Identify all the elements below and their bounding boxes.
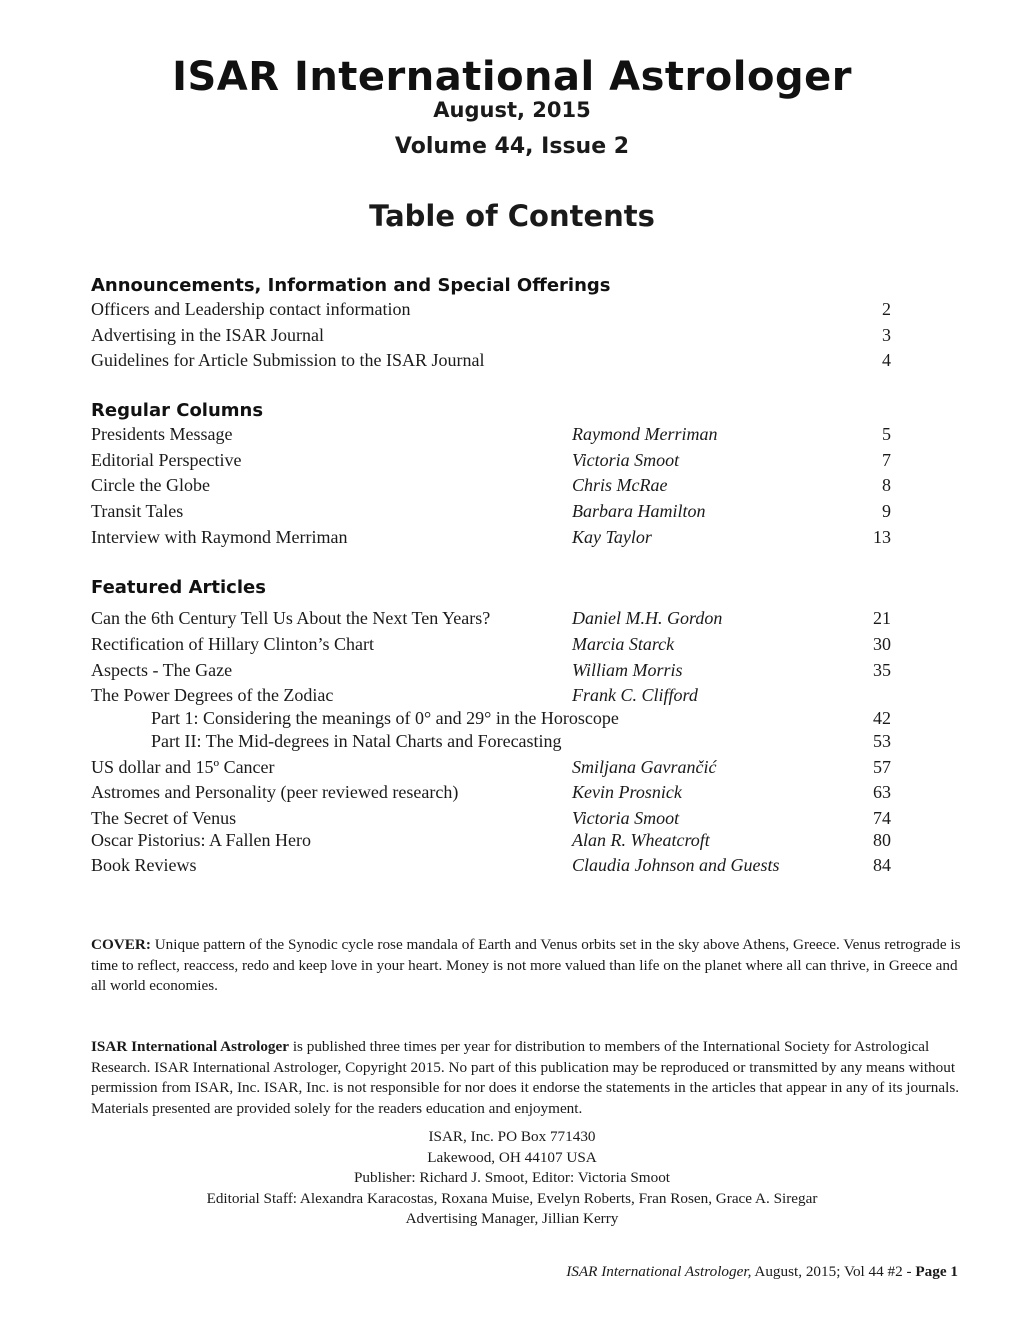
entry-title: Interview with Raymond Merriman [91, 527, 348, 547]
toc-entry [0, 631, 1024, 657]
toc-subentry [0, 728, 1024, 754]
cover-label: COVER: [91, 936, 151, 953]
volume-issue: Volume 44, Issue 2 [394, 134, 630, 159]
entry-title: Can the 6th Century Tell Us About the Next Ten Years? [91, 608, 491, 628]
section-heading-featured-articles: Featured Articles [91, 577, 266, 598]
entry-author: Victoria Smoot [572, 808, 680, 828]
toc-entry [0, 754, 1024, 780]
entry-author: Marcia Starck [572, 634, 675, 654]
entry-author: Claudia Johnson and Guests [572, 855, 780, 875]
entry-title: Guidelines for Article Submission to the ISAR Journal [91, 350, 485, 370]
footer-details: August, 2015; Vol 44 #2 - [751, 1263, 916, 1280]
toc-entry [0, 827, 1024, 853]
entry-author: Barbara Hamilton [572, 501, 706, 521]
address-line: Publisher: Richard J. Smoot, Editor: Victoria Smoot [353, 1169, 671, 1186]
entry-author: William Morris [572, 660, 683, 680]
issue-date: August, 2015 [433, 98, 591, 122]
entry-page: 2 [882, 299, 891, 319]
journal-title: ISAR International Astrologer [172, 54, 852, 100]
entry-author: Chris McRae [572, 475, 668, 495]
entry-page: 42 [873, 708, 891, 728]
entry-title: Rectification of Hillary Clinton’s Chart [91, 634, 374, 654]
publisher-note [91, 1037, 963, 1119]
entry-title: Circle the Globe [91, 475, 210, 495]
entry-page: 63 [873, 782, 891, 802]
address-line: ISAR, Inc. PO Box 771430 [428, 1128, 596, 1145]
entry-page: 30 [873, 634, 891, 654]
entry-page: 7 [882, 450, 891, 470]
entry-author: Alan R. Wheatcroft [572, 830, 710, 850]
toc-title: Table of Contents [369, 199, 655, 233]
address-line: Lakewood, OH 44107 USA [427, 1148, 597, 1166]
cover-text: Unique pattern of the Synodic cycle rose mandala of Earth and Venus orbits set in the sky above Athens, Greece. Venus retrograde is time to reflect, reaccess, redo and keep love in your heart. Money is not more valued than life on the planet where all can thrive, in Greece and all world economies. [91, 936, 961, 994]
section-heading-announcements: Announcements, Information and Special Offerings [91, 275, 611, 296]
entry-page: 74 [873, 808, 891, 828]
entry-author: Kevin Prosnick [572, 782, 682, 802]
entry-author: Daniel M.H. Gordon [572, 608, 723, 628]
entry-title: Advertising in the ISAR Journal [91, 325, 324, 345]
footer-page-number: Page 1 [915, 1263, 958, 1280]
entry-title: Part 1: Considering the meanings of 0° and 29° in the Horoscope [151, 708, 619, 728]
entry-page: 9 [882, 501, 891, 521]
entry-title: Book Reviews [91, 855, 197, 875]
entry-title: The Power Degrees of the Zodiac [91, 685, 334, 705]
cover-note [91, 935, 963, 997]
toc-entry [0, 322, 1024, 348]
entry-page: 80 [873, 830, 891, 850]
toc-entry [0, 421, 1024, 447]
toc-entry [0, 524, 1024, 550]
entry-author: Raymond Merriman [572, 424, 718, 444]
entry-title: Officers and Leadership contact information [91, 299, 411, 319]
page-footer [566, 1262, 958, 1282]
entry-page: 4 [882, 350, 891, 370]
entry-page: 21 [873, 608, 891, 628]
address-line: Advertising Manager, Jillian Kerry [405, 1210, 619, 1227]
publisher-note-text: is published three times per year for distribution to members of the International Society for Astrological Research. ISAR International Astrologer, Copyright 2015. No part of this publication may be reproduced or transmitted by any means without permission from ISAR, Inc. ISAR, Inc. is not responsible for nor does it endorse the statements in the articles that appear in any of its journals. Materials presented are provided solely for the readers education and enjoyment. [91, 1038, 960, 1117]
entry-page: 53 [873, 731, 891, 751]
entry-page: 35 [873, 660, 891, 680]
address-line: Editorial Staff: Alexandra Karacostas, Roxana Muise, Evelyn Roberts, Fran Rosen, Grace A. Siregar [206, 1189, 818, 1207]
toc-entry [0, 447, 1024, 473]
toc-entry [0, 779, 1024, 805]
entry-title: Presidents Message [91, 424, 233, 444]
entry-title: US dollar and 15º Cancer [91, 757, 275, 777]
entry-page: 3 [882, 325, 891, 345]
entry-page: 5 [882, 424, 891, 444]
toc-entry [0, 347, 1024, 373]
toc-entry [0, 296, 1024, 322]
address-block [0, 1127, 1024, 1230]
entry-title: Part II: The Mid-degrees in Natal Charts and Forecasting [151, 731, 562, 751]
entry-page: 13 [873, 527, 891, 547]
toc-entry [0, 657, 1024, 683]
entry-author: Kay Taylor [572, 527, 652, 547]
toc-entry [0, 852, 1024, 878]
entry-title: Aspects - The Gaze [91, 660, 233, 680]
footer-publication: ISAR International Astrologer, [566, 1263, 752, 1280]
toc-entry [0, 472, 1024, 498]
publisher-note-label: ISAR International Astrologer [91, 1038, 290, 1055]
entry-title: Transit Tales [91, 501, 184, 521]
entry-page: 57 [873, 757, 891, 777]
section-heading-regular-columns: Regular Columns [91, 400, 264, 421]
entry-title: Editorial Perspective [91, 450, 242, 470]
entry-title: Astromes and Personality (peer reviewed research) [91, 782, 459, 802]
entry-author: Victoria Smoot [572, 450, 680, 470]
entry-page: 8 [882, 475, 891, 495]
entry-author: Frank C. Clifford [572, 685, 698, 705]
toc-entry [0, 498, 1024, 524]
entry-title: Oscar Pistorius: A Fallen Hero [91, 830, 311, 850]
entry-page: 84 [873, 855, 891, 875]
toc-entry [0, 605, 1024, 631]
entry-author: Smiljana Gavrančić [572, 757, 717, 777]
entry-title: The Secret of Venus [91, 808, 237, 828]
